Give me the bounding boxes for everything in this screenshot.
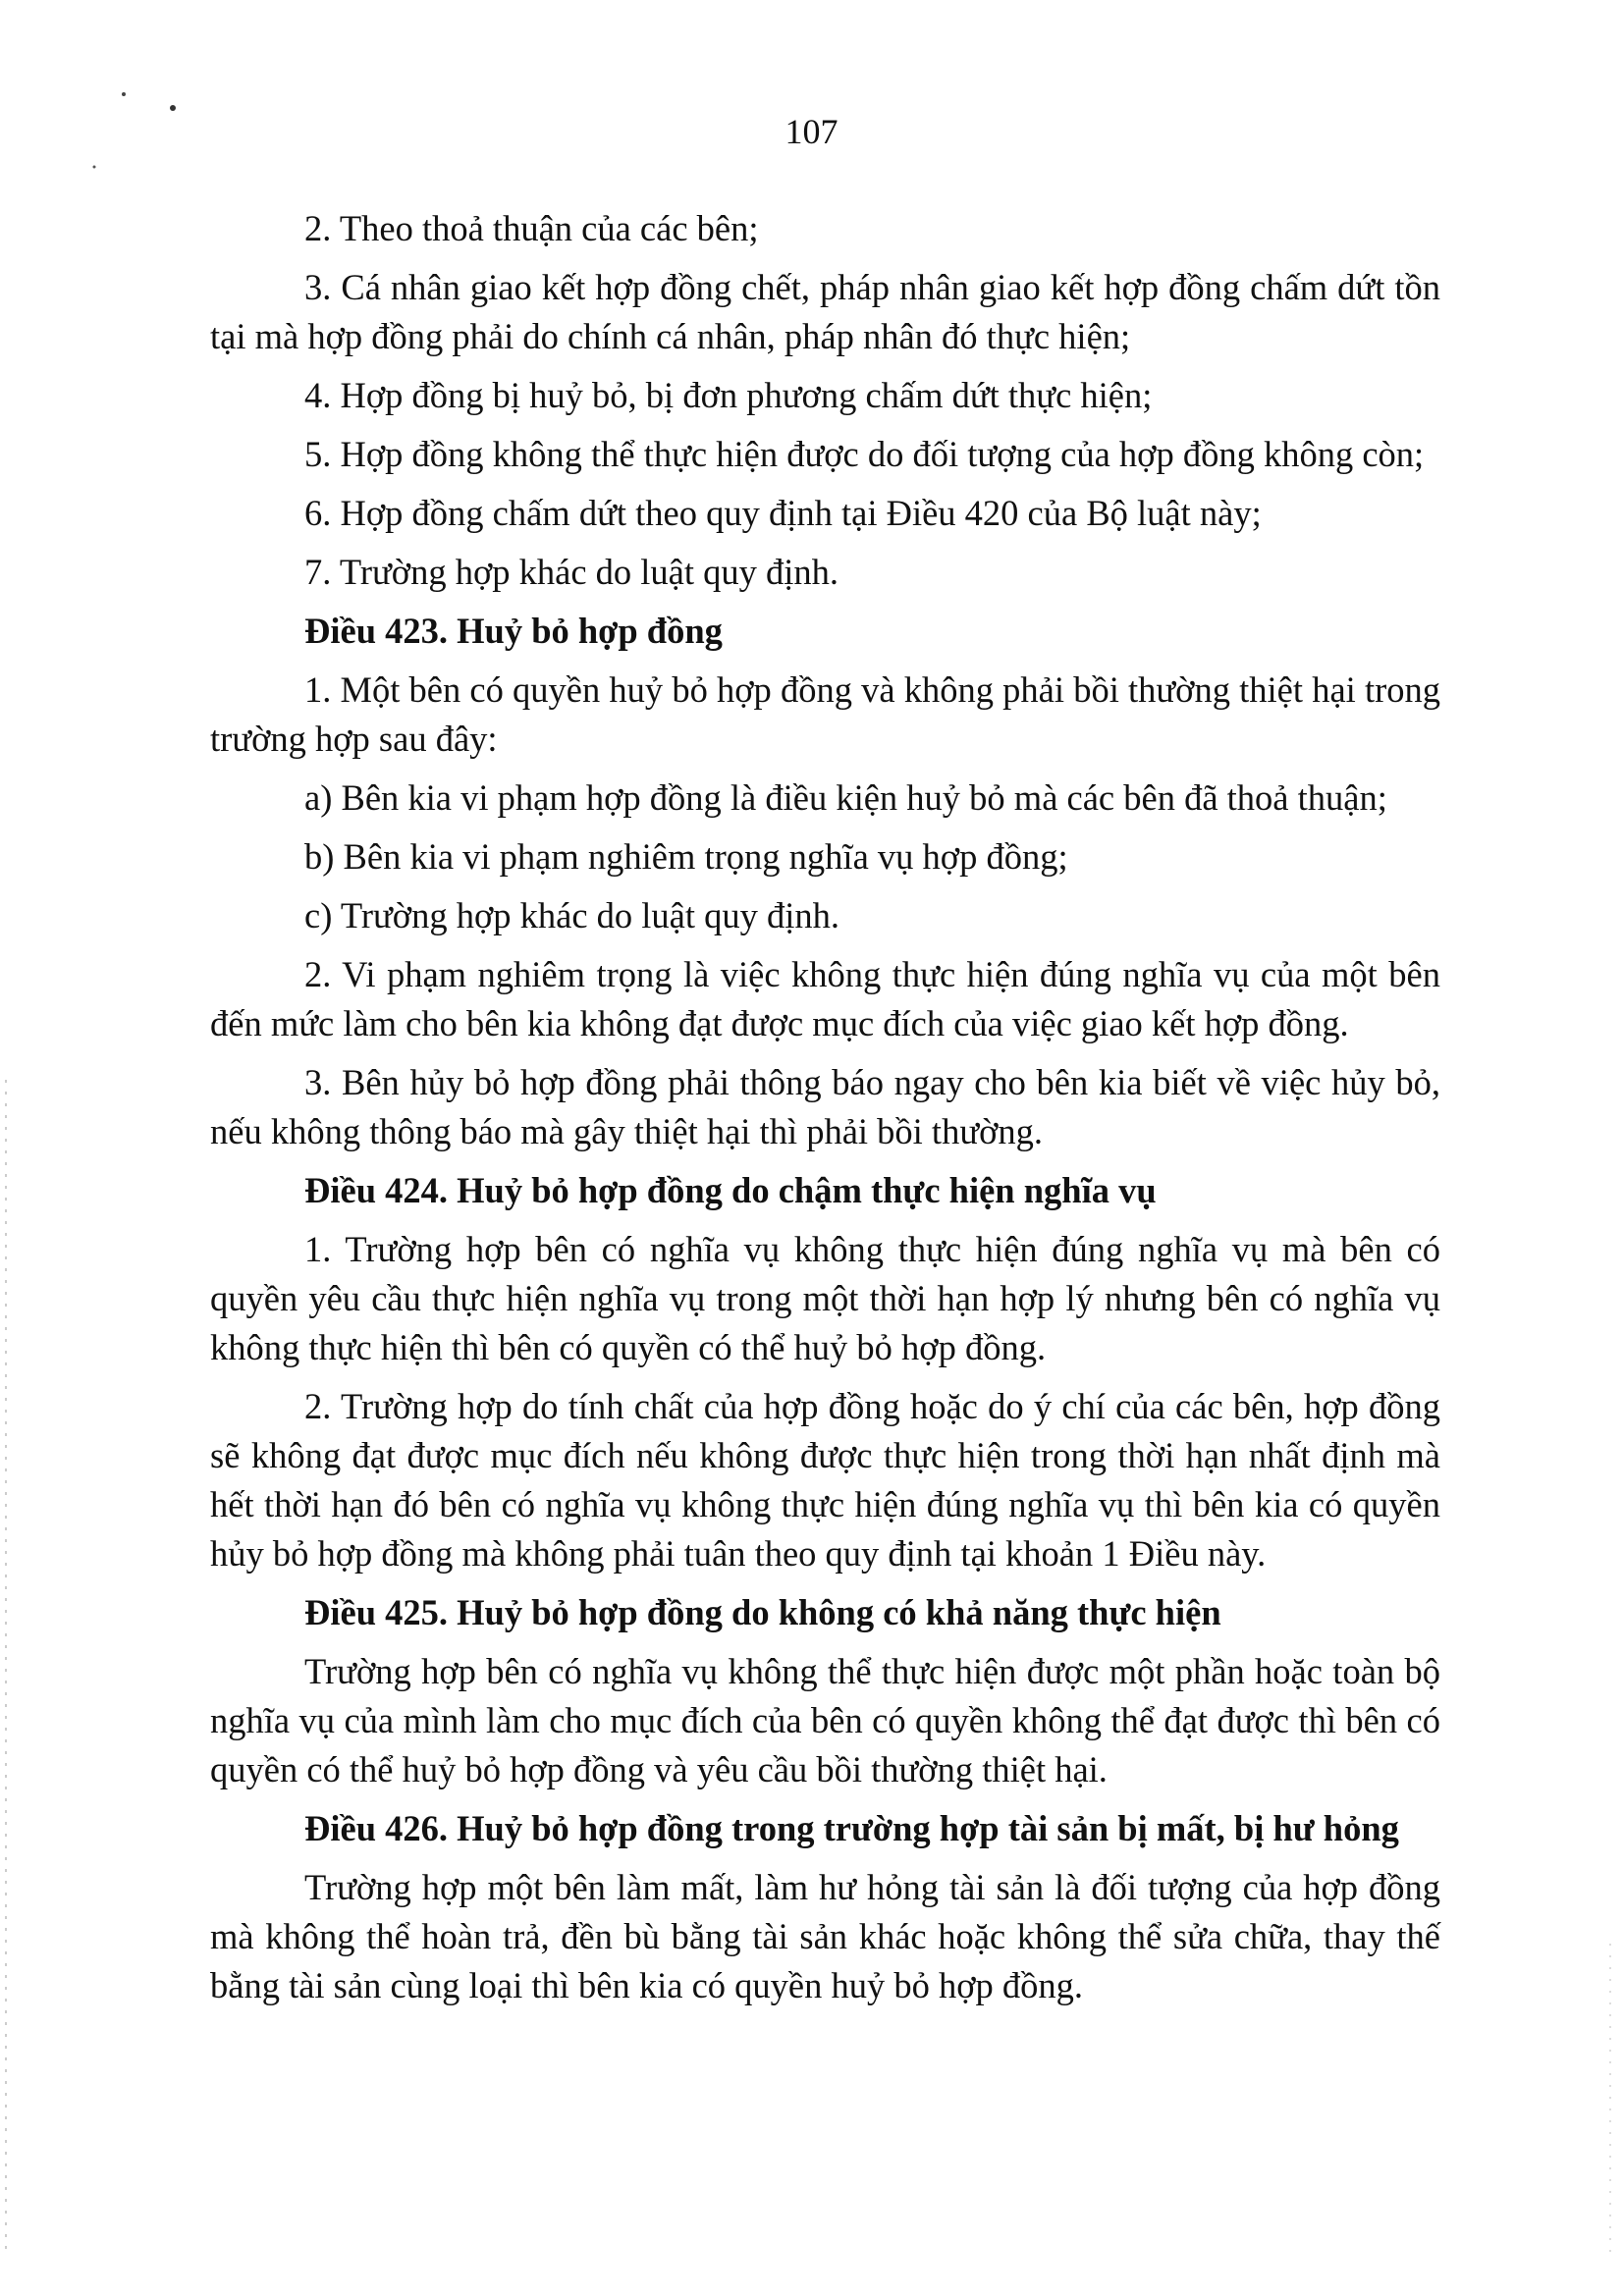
article-425-body: Trường hợp bên có nghĩa vụ không thể thực hiện được một phần hoặc toàn bộ nghĩa vụ của mình làm cho mục đích của bên có quyền không thể đạt được thì bên có quyền có thể huỷ bỏ hợp đồng và yêu cầu bồi thường thiệt hại. [210,1651,1440,1789]
article-423-point-a: a) Bên kia vi phạm hợp đồng là điều kiện huỷ bỏ mà các bên đã thoả thuận; [304,777,1387,818]
article-424-clause-1: 1. Trường hợp bên có nghĩa vụ không thực hiện đúng nghĩa vụ mà bên có quyền yêu cầu thực hiện nghĩa vụ trong một thời hạn hợp lý nhưng bên có nghĩa vụ không thực hiện thì bên có quyền có thể huỷ bỏ hợp đồng. [210,1229,1440,1367]
clause-7: 7. Trường hợp khác do luật quy định. [304,552,839,592]
clause-6: 6. Hợp đồng chấm dứt theo quy định tại Điều 420 của Bộ luật này; [304,493,1262,533]
article-423-point-b: b) Bên kia vi phạm nghiêm trọng nghĩa vụ hợp đồng; [304,836,1068,877]
clause-2: 2. Theo thoả thuận của các bên; [304,208,759,248]
article-424-clause-2: 2. Trường hợp do tính chất của hợp đồng hoặc do ý chí của các bên, hợp đồng sẽ không đạt được mục đích nếu không được thực hiện trong thời hạn nhất định mà hết thời hạn đó bên có nghĩa vụ không thực hiện đúng nghĩa vụ thì bên kia có quyền hủy bỏ hợp đồng mà không phải tuân theo quy định tại khoản 1 Điều này. [210,1386,1440,1574]
article-423-clause-3: 3. Bên hủy bỏ hợp đồng phải thông báo ngay cho bên kia biết về việc hủy bỏ, nếu không thông báo mà gây thiệt hại thì phải bồi thường. [210,1062,1440,1151]
article-423-clause-2: 2. Vi phạm nghiêm trọng là việc không thực hiện đúng nghĩa vụ của một bên đến mức làm cho bên kia không đạt được mục đích của việc giao kết hợp đồng. [210,954,1440,1043]
clause-3: 3. Cá nhân giao kết hợp đồng chết, pháp nhân giao kết hợp đồng chấm dứt tồn tại mà hợp đồng phải do chính cá nhân, pháp nhân đó thực hiện; [210,267,1440,356]
clause-4: 4. Hợp đồng bị huỷ bỏ, bị đơn phương chấm dứt thực hiện; [304,375,1153,415]
clause-5: 5. Hợp đồng không thể thực hiện được do đối tượng của hợp đồng không còn; [304,434,1425,474]
article-425-heading: Điều 425. Huỷ bỏ hợp đồng do không có khả năng thực hiện [304,1592,1221,1632]
body-text [210,204,1440,2020]
article-423-heading: Điều 423. Huỷ bỏ hợp đồng [304,611,723,651]
article-426-body: Trường hợp một bên làm mất, làm hư hỏng tài sản là đối tượng của hợp đồng mà không thể hoàn trả, đền bù bằng tài sản khác hoặc không thể sửa chữa, thay thế bằng tài sản cùng loại thì bên kia có quyền huỷ bỏ hợp đồng. [210,1867,1440,2005]
article-424-heading: Điều 424. Huỷ bỏ hợp đồng do chậm thực hiện nghĩa vụ [304,1170,1157,1210]
page-number: 107 [784,112,839,151]
article-423-clause-1: 1. Một bên có quyền huỷ bỏ hợp đồng và không phải bồi thường thiệt hại trong trường hợp sau đây: [210,669,1440,759]
article-423-point-c: c) Trường hợp khác do luật quy định. [304,895,840,935]
article-426-heading: Điều 426. Huỷ bỏ hợp đồng trong trường hợp tài sản bị mất, bị hư hỏng [304,1808,1399,1848]
